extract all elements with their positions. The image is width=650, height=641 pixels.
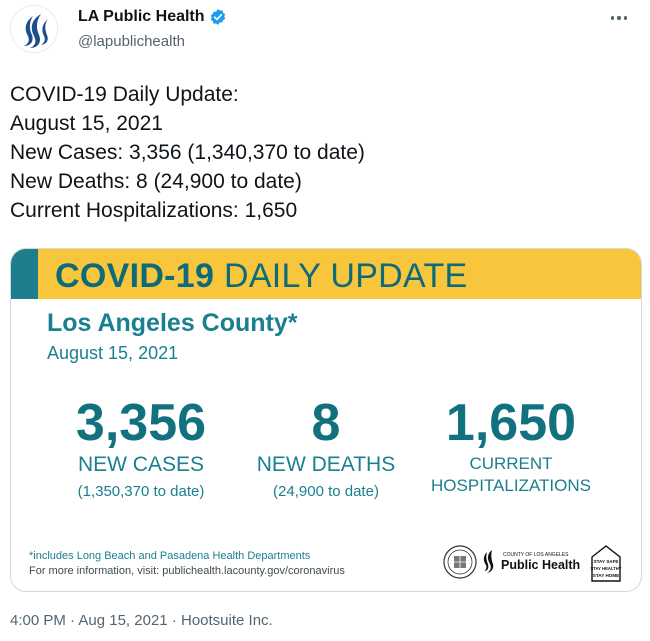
- stat-label: NEW DEATHS: [256, 453, 396, 476]
- svg-text:STAY HOME: STAY HOME: [592, 573, 620, 578]
- tweet-line: COVID-19 Daily Update:: [10, 83, 239, 106]
- banner-accent: [11, 249, 38, 299]
- banner-title-bold: COVID-19: [55, 257, 215, 295]
- tweet-header: [0, 0, 650, 70]
- tweet-line: New Deaths: 8 (24,900 to date): [10, 170, 302, 193]
- banner-title: [55, 258, 468, 294]
- tweet-line: Current Hospitalizations: 1,650: [10, 199, 298, 222]
- stat-to-date: (1,350,370 to date): [77, 483, 205, 500]
- tweet-line: New Cases: 3,356 (1,340,370 to date): [10, 141, 365, 164]
- stat-label-line2: HOSPITALIZATIONS: [431, 476, 591, 495]
- footnote-more-info: For more information, visit: publichealth.lacounty.gov/coronavirus: [29, 565, 345, 577]
- logo-small-text: COUNTY OF LOS ANGELES: [503, 552, 569, 558]
- logos: [443, 543, 633, 587]
- verified-badge-icon: [209, 8, 227, 26]
- display-name[interactable]: LA Public Health: [78, 8, 205, 25]
- county-seal-icon: [443, 545, 477, 579]
- banner-title-rest: DAILY UPDATE: [223, 257, 468, 295]
- county-title: Los Angeles County*: [47, 309, 298, 337]
- footnote-includes: *includes Long Beach and Pasadena Health Departments: [29, 550, 311, 562]
- avatar[interactable]: [10, 5, 58, 53]
- logo-text: Public Health: [501, 558, 581, 572]
- public-health-logo-icon: [483, 547, 583, 575]
- media-card[interactable]: [10, 248, 642, 592]
- tweet-meta: [10, 612, 273, 629]
- update-banner: [11, 249, 642, 299]
- svg-text:STAY HEALTHY: STAY HEALTHY: [590, 566, 622, 571]
- stat-value: 1,650: [445, 394, 577, 452]
- stay-home-badge-icon: [589, 543, 623, 583]
- tweet-text: [10, 80, 630, 225]
- stat-to-date: (24,900 to date): [273, 483, 379, 500]
- stat-value: 3,356: [75, 394, 207, 452]
- footnote: [29, 549, 345, 579]
- user-handle[interactable]: @lapublichealth: [78, 33, 185, 50]
- more-options-button[interactable]: [606, 8, 632, 28]
- name-row: [78, 8, 227, 26]
- stat-label: NEW CASES: [77, 453, 205, 476]
- tweet-time[interactable]: 4:00 PM: [10, 612, 66, 629]
- more-horizontal-icon: [611, 16, 615, 20]
- svg-text:STAY SAFE: STAY SAFE: [593, 559, 619, 564]
- tweet-source[interactable]: Hootsuite Inc.: [180, 612, 273, 629]
- tweet-line: August 15, 2021: [10, 112, 163, 135]
- stat-new-deaths: [243, 395, 409, 502]
- card-date: August 15, 2021: [47, 343, 179, 363]
- stat-new-cases: [49, 395, 233, 502]
- la-public-health-logo-icon: [11, 6, 58, 53]
- stat-value: 8: [311, 394, 341, 452]
- meta-separator: ·: [171, 612, 177, 629]
- stat-hospitalizations: [416, 395, 606, 497]
- tweet-date[interactable]: Aug 15, 2021: [78, 612, 168, 629]
- meta-separator: ·: [70, 612, 76, 629]
- stat-label-line1: CURRENT: [469, 454, 553, 473]
